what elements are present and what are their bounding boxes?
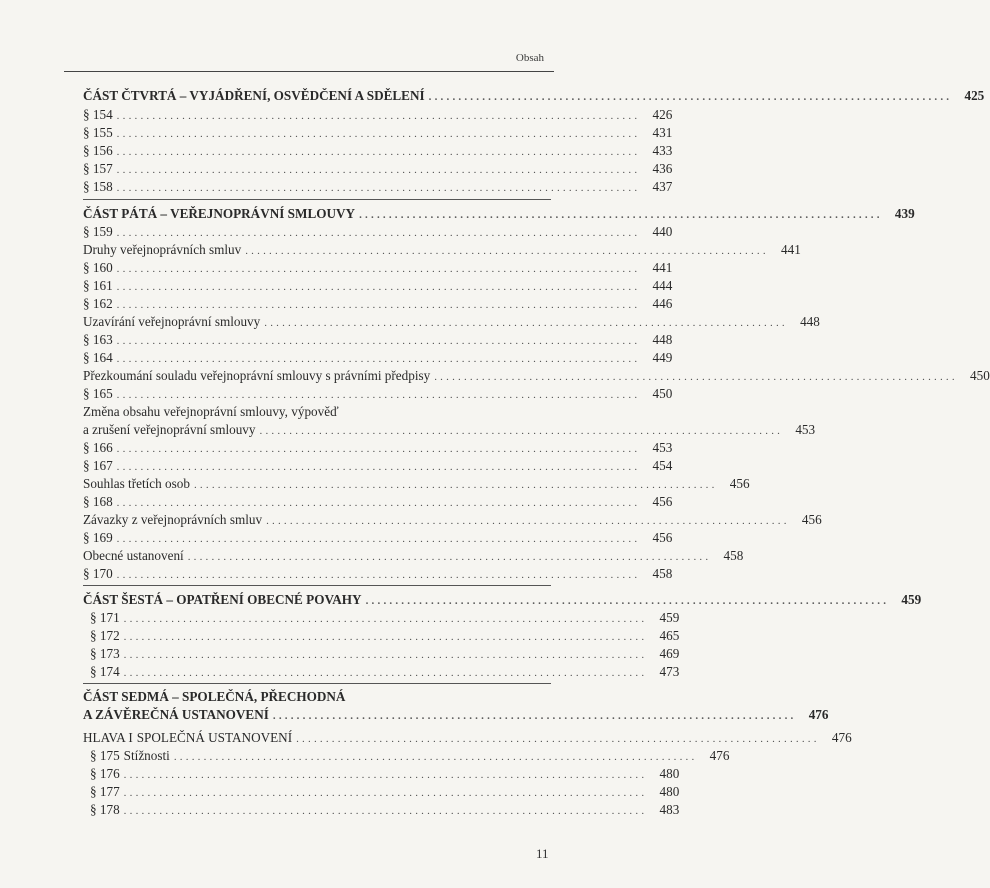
toc-entry-164[interactable] [83,348,673,368]
toc-entry-label: § 157 [83,161,113,176]
leader-dots: ........................................................................................ [116,569,641,581]
leader-dots: ........................................................................................ [359,209,883,221]
leader-dots: ........................................................................................ [266,515,790,527]
leader-dots: ........................................................................................ [193,479,718,491]
leader-dots: ........................................................................................ [264,317,788,329]
toc-page-number: 441 [652,260,673,275]
toc-page-number: 439 [894,206,915,221]
leader-dots: ........................................................................................ [245,245,769,257]
section-divider [83,199,551,200]
leader-dots: ........................................................................................ [296,733,820,745]
toc-entry-zmena[interactable] [83,420,816,440]
toc-part-5[interactable] [83,204,915,224]
toc-entry-label: § 166 [83,440,113,455]
leader-dots: ........................................................................................ [116,128,641,140]
toc-entry-label: a zrušení veřejnoprávní smlouvy [83,422,256,437]
toc-entry-label: § 155 [83,125,113,140]
toc-entry-label: § 158 [83,179,113,194]
toc-entry-label: Druhy veřejnoprávních smluv [83,242,242,257]
toc-entry-label: ČÁST ŠESTÁ – OPATŘENÍ OBECNÉ POVAHY [83,592,362,607]
toc-page-number: 456 [652,530,673,545]
toc-entry-157[interactable] [83,159,673,179]
toc-page-number: 483 [659,802,680,817]
toc-entry-label: § 159 [83,224,113,239]
toc-page-number: 426 [652,107,673,122]
toc-entry-label: Přezkoumání souladu veřejnoprávní smlouvy s právními předpisy [83,368,431,383]
toc-entry-178[interactable] [83,800,680,820]
toc-entry-label: § 154 [83,107,113,122]
toc-part-4[interactable] [83,86,985,106]
toc-entry-176[interactable] [83,764,680,784]
leader-dots: ........................................................................................ [116,164,641,176]
toc-entry-162[interactable] [83,294,673,314]
leader-dots: ........................................................................................ [116,335,641,347]
toc-entry-label: Souhlas třetích osob [83,476,190,491]
toc-entry-label: § 170 [83,566,113,581]
toc-entry-label: Uzavírání veřejnoprávní smlouvy [83,314,261,329]
leader-dots: ........................................................................................ [123,805,648,817]
toc-page-number: 450 [652,386,673,401]
leader-dots: ........................................................................................ [116,263,641,275]
toc-entry-160[interactable] [83,258,673,278]
toc-entry-171[interactable] [83,608,680,628]
toc-page-number: 473 [659,664,680,679]
toc-page-number: 469 [659,646,680,661]
toc-entry-zavazky[interactable] [83,510,822,530]
toc-page-number: 448 [800,314,820,329]
leader-dots: ........................................................................................ [365,595,890,607]
toc-entry-173[interactable] [83,644,680,664]
leader-dots: ........................................................................................ [123,667,648,679]
toc-chapter-hlava-1[interactable] [83,728,852,748]
leader-dots: ........................................................................................ [272,710,797,722]
leader-dots: ........................................................................................ [434,371,958,383]
toc-entry-label: § 165 [83,386,113,401]
toc-page-number: 446 [652,296,673,311]
section-divider [83,585,551,586]
toc-entry-155[interactable] [83,123,673,143]
toc-part-7[interactable] [83,705,829,725]
toc-page-number: 458 [723,548,744,563]
toc-entry-druhy[interactable] [83,240,801,260]
toc-page-number: 459 [659,610,680,625]
toc-entry-zmena-line1[interactable]: Změna obsahu veřejnoprávní smlouvy, výpověď [83,404,339,419]
toc-page-number: 456 [729,476,750,491]
toc-page-number: 480 [659,784,680,799]
toc-entry-165[interactable] [83,384,673,404]
toc-page-number: 480 [659,766,680,781]
toc-entry-175[interactable] [83,746,730,766]
toc-part-6[interactable] [83,590,922,610]
toc-entry-169[interactable] [83,528,673,548]
toc-entry-label: § 172 [90,628,120,643]
leader-dots: ........................................................................................ [116,227,641,239]
chapter-number: HLAVA I [83,730,133,745]
leader-dots: ........................................................................................ [259,425,784,437]
leader-dots: ........................................................................................ [123,631,648,643]
toc-entry-167[interactable] [83,456,673,476]
toc-entry-163[interactable] [83,330,673,350]
toc-entry-label: § 178 [90,802,120,817]
toc-page-number: 476 [709,748,730,763]
toc-page-number: 454 [652,458,673,473]
toc-entry-label: § 163 [83,332,113,347]
leader-dots: ........................................................................................ [428,91,953,103]
toc-page-number: 453 [795,422,816,437]
toc-entry-label: § 168 [83,494,113,509]
running-title: Obsah [515,52,544,64]
toc-entry-159[interactable] [83,222,673,242]
toc-entry-172[interactable] [83,626,680,646]
leader-dots: ........................................................................................ [173,751,698,763]
leader-dots: ........................................................................................ [116,497,641,509]
toc-entry-uzavirani[interactable] [83,312,820,332]
toc-entry-label: § 171 [90,610,120,625]
leader-dots: ........................................................................................ [123,613,648,625]
toc-entry-label: § 177 [90,784,120,799]
toc-entry-label: § 161 [83,278,113,293]
toc-entry-label: A ZÁVĚREČNÁ USTANOVENÍ [83,707,269,722]
toc-entry-label: Závazky z veřejnoprávních smluv [83,512,263,527]
toc-page-number: 456 [801,512,822,527]
leader-dots: ........................................................................................ [116,110,641,122]
toc-entry-161[interactable] [83,276,673,296]
toc-entry-label: SPOLEČNÁ USTANOVENÍ [136,730,293,745]
toc-entry-177[interactable] [83,782,680,802]
toc-page-number: 476 [831,730,852,745]
toc-entry-label: § 173 [90,646,120,661]
toc-entry-166[interactable] [83,438,673,458]
toc-page-number: 458 [652,566,673,581]
toc-page-number: 453 [652,440,673,455]
toc-entry-170[interactable] [83,564,673,584]
header-rule [64,71,554,72]
leader-dots: ........................................................................................ [116,146,641,158]
toc-entry-label: § 164 [83,350,113,365]
leader-dots: ........................................................................................ [123,649,648,661]
toc-entry-label: § 156 [83,143,113,158]
toc-page-number: 433 [652,143,673,158]
toc-entry-label: ČÁST ČTVRTÁ – VYJÁDŘENÍ, OSVĚDČENÍ A SDĚLENÍ [83,88,425,103]
toc-page-number: 436 [652,161,673,176]
toc-page-number: 441 [781,242,801,257]
toc-entry-156[interactable] [83,141,673,161]
leader-dots: ........................................................................................ [116,353,641,365]
toc-entry-obecne[interactable] [83,546,744,566]
leader-dots: ........................................................................................ [116,299,641,311]
section-divider [83,683,551,684]
toc-page-number: 450 [970,368,990,383]
toc-page-number: 448 [652,332,673,347]
toc-entry-prezkoumani[interactable] [83,366,990,386]
toc-page-number: 444 [652,278,673,293]
toc-entry-168[interactable] [83,492,673,512]
leader-dots: ........................................................................................ [187,551,712,563]
toc-page-number: 449 [652,350,673,365]
toc-part-7-line1[interactable]: ČÁST SEDMÁ – SPOLEČNÁ, PŘECHODNÁ [83,689,346,704]
toc-entry-label: Stížnosti [123,748,170,763]
toc-page-number: 476 [808,707,829,722]
toc-page-number: 431 [652,125,673,140]
leader-dots: ........................................................................................ [116,182,641,194]
toc-entry-souhlas[interactable] [83,474,750,494]
toc-entry-label: § 176 [90,766,120,781]
page-number: 11 [536,846,549,861]
toc-entry-label: § 169 [83,530,113,545]
leader-dots: ........................................................................................ [123,769,648,781]
leader-dots: ........................................................................................ [116,443,641,455]
toc-page-number: 425 [964,88,985,103]
leader-dots: ........................................................................................ [116,389,641,401]
toc-entry-label: § 174 [90,664,120,679]
toc-entry-label: ČÁST PÁTÁ – VEŘEJNOPRÁVNÍ SMLOUVY [83,206,356,221]
toc-entry-label: Obecné ustanovení [83,548,184,563]
toc-page-number: 465 [659,628,680,643]
toc-entry-174[interactable] [83,662,680,682]
toc-entry-label: § 167 [83,458,113,473]
leader-dots: ........................................................................................ [116,281,641,293]
toc-page-number: 459 [901,592,922,607]
toc-page-number: 437 [652,179,673,194]
leader-dots: ........................................................................................ [123,787,648,799]
toc-page-number: 456 [652,494,673,509]
toc-entry-label: § 162 [83,296,113,311]
toc-entry-158[interactable] [83,177,673,197]
toc-page-number: 440 [652,224,673,239]
toc-entry-label: § 160 [83,260,113,275]
paragraph-number: § 175 [90,748,120,763]
leader-dots: ........................................................................................ [116,461,641,473]
toc-entry-154[interactable] [83,105,673,125]
leader-dots: ........................................................................................ [116,533,641,545]
